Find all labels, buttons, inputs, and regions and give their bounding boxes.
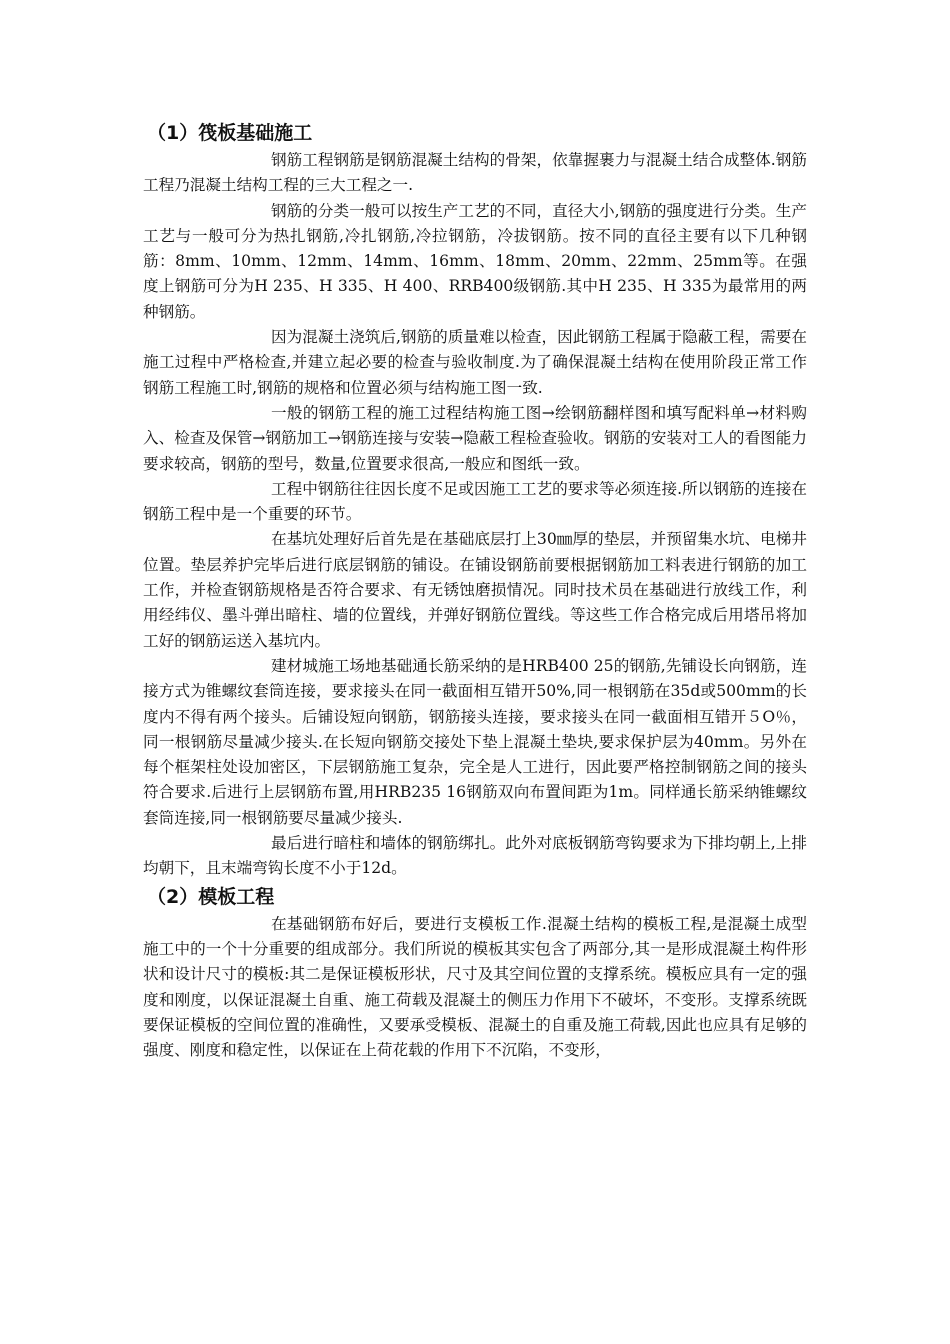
paragraph: 在基础钢筋布好后，要进行支模板工作.混凝土结构的模板工程,是混凝土成型施工中的一个十分重要的组成部分。我们所说的模板其实包含了两部分,其一是形成混凝土构件形状和设计尺寸的模板:其二是保证模板形状，尺寸及其空间位置的支撑系统。模板应具有一定的强度和刚度，以保证混凝土自重、施工荷载及混凝土的侧压力作用下不破坏，不变形。支撑系统既要保证模板的空间位置的准确性，又要承受模板、混凝土的自重及施工荷载,因此也应具有足够的强度、刚度和稳定性，以保证在上荷花载的作用下不沉陷，不变形， <box>143 914 807 1060</box>
paragraph: 工程中钢筋往往因长度不足或因施工工艺的要求等必须连接.所以钢筋的连接在钢筋工程中是一个重要的环节。 <box>143 479 807 524</box>
paragraph: 一般的钢筋工程的施工过程结构施工图→绘钢筋翻样图和填写配料单→材料购入、检查及保管→钢筋加工→钢筋连接与安装→隐蔽工程检查验收。钢筋的安装对工人的看图能力要求较高，钢筋的型号，数量,位置要求很高,一般应和图纸一致。 <box>143 403 807 473</box>
document-page <box>143 118 807 1063</box>
section-heading-raft-foundation: （1）筏板基础施工 <box>147 122 313 144</box>
section-heading-formwork: （2）模板工程 <box>147 885 275 908</box>
paragraph: 在基坑处理好后首先是在基础底层打上30㎜厚的垫层，并预留集水坑、电梯井位置。垫层养护完毕后进行底层钢筋的铺设。在铺设钢筋前要根据钢筋加工料表进行钢筋的加工工作，并检查钢筋规格是否符合要求、有无锈蚀磨损情况。同时技术员在基础进行放线工作，利用经纬仪、墨斗弹出暗柱、墙的位置线，并弹好钢筋位置线。等这些工作合格完成后用塔吊将加工好的钢筋运送入基坑内。 <box>143 530 807 650</box>
paragraph: 建材城施工场地基础通长筋采纳的是HRB400 25的钢筋,先铺设长向钢筋，连接方式为锥螺纹套筒连接，要求接头在同一截面相互错开50%,同一根钢筋在35d或500mm的长度内不得有两个接头。后铺设短向钢筋，钢筋接头连接，要求接头在同一截面相互错开５O％，同一根钢筋尽量减少接头.在长短向钢筋交接处下垫上混凝土垫块,要求保护层为40mm。另外在每个框架柱处设加密区，下层钢筋施工复杂，完全是人工进行，因此要严格控制钢筋之间的接头符合要求.后进行上层钢筋布置,用HRB235 16钢筋双向布置间距为1m。同样通长筋采纳锥螺纹套筒连接,同一根钢筋要尽量减少接头. <box>143 656 807 827</box>
paragraph: 最后进行暗柱和墙体的钢筋绑扎。此外对底板钢筋弯钩要求为下排均朝上,上排均朝下，且末端弯钩长度不小于12d。 <box>143 834 807 878</box>
paragraph: 钢筋的分类一般可以按生产工艺的不同，直径大小,钢筋的强度进行分类。生产工艺与一般可分为热扎钢筋,冷扎钢筋,冷拉钢筋，冷拔钢筋。按不同的直径主要有以下几种钢筋：8mm、10mm、12mm、14mm、16mm、18mm、20mm、22mm、25mm等。在强度上钢筋可分为H 235、H 335、H 400、RRB400级钢筋.其中H 235、H 335为最常用的两种钢筋。 <box>143 201 807 321</box>
paragraph: 钢筋工程钢筋是钢筋混凝土结构的骨架，依靠握裹力与混凝土结合成整体.钢筋工程乃混凝土结构工程的三大工程之一. <box>143 151 807 195</box>
paragraph: 因为混凝土浇筑后,钢筋的质量难以检查，因此钢筋工程属于隐蔽工程，需要在施工过程中严格检查,并建立起必要的检查与验收制度.为了确保混凝土结构在使用阶段正常工作钢筋工程施工时,钢筋的规格和位置必须与结构施工图一致. <box>143 328 807 397</box>
